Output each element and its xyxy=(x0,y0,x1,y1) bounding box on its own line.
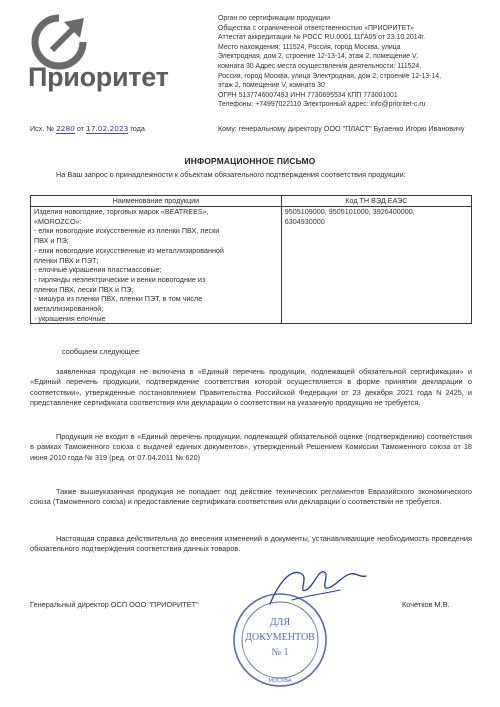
outgoing-prefix: Исх. № xyxy=(30,124,55,133)
product-line: «MOROZCO»: xyxy=(34,216,82,226)
product-line: Изделия новогодние, торговых марок «BEATREES», xyxy=(34,207,209,216)
product-line: - мишура из пленки ПВХ, пленки ПЭТ, в том числе xyxy=(34,294,203,304)
outgoing-number-value: 2280 xyxy=(56,124,75,133)
paragraph-customs-union-text: Продукция не входит в «Единый перечень продукции, подлежащей обязательной оценке (подтверждению) соответствия в рамках Таможенного союза с выдачей единых документов», утвержденный Решением Комиссии Таможенного союза от 18 июня 2010 года № 319 (ред. от 07.04.2011 № 620) xyxy=(30,432,472,462)
org-line: комната 30 Адрес места осуществления деятельности: 111524, xyxy=(218,62,422,70)
outgoing-suffix: года xyxy=(130,124,145,133)
org-line: Аттестат аккредитации № РОСС RU.0001.11ГА05 от 23.10.2014г. xyxy=(218,34,426,42)
product-line: пленки ПВХ и ПЭТ; xyxy=(34,255,99,265)
addressee: Кому: генеральному директору ООО "ПЛАСТ" Бугаенко Игорю Ивановичу xyxy=(218,124,465,133)
table-header-row xyxy=(31,196,472,207)
org-line: Общества с ограниченной ответственностью «ПРИОРИТЕТ» xyxy=(218,24,414,32)
org-line: Россия, город Москва, улица Электродная, дом 2, строение 12-13-14, xyxy=(218,72,441,80)
product-line: пленки ПВХ, лески ПВХ и ПЭ; xyxy=(34,284,134,294)
paragraph-technical-regulations-text: Также вышеуказанная продукция не попадает под действие технических регламентов Евразийского экономического союза (Таможенного союза) и предоставление сертификата соответствия или декларации о соответствии не требуется. xyxy=(30,487,472,507)
hs-code-line: 6304930000 xyxy=(284,216,325,226)
product-line: - елочные украшения пластмассовые; xyxy=(34,265,162,275)
stamp-line-3: № 1 xyxy=(271,647,289,658)
stamp-seal-icon xyxy=(230,590,330,690)
intro-paragraph xyxy=(30,170,472,180)
org-line: ОГРН 5137746007493 ИНН 7730695534 КПП 773001001 xyxy=(218,91,398,99)
product-line: ПВХ и ПЭ; xyxy=(34,236,69,246)
outgoing-date: 17.02.2023 xyxy=(86,124,129,133)
stamp-line-2: ДОКУМЕНТОВ xyxy=(245,632,315,643)
paragraph-validity-text: Настоящая справка действительна до внесения изменений в документы, устанавливающие необходимость проведения обязательного подтверждения соответствия данных товаров. xyxy=(30,534,472,554)
header-product-name: Наименование продукции xyxy=(31,196,282,207)
org-line: Электродная, дом 2, строение 12-13-14, этаж 2, помещение V, xyxy=(218,53,418,61)
intro-text: На Ваш запрос о принадлежности к объектам обязательного подтверждения соответствия продукции: xyxy=(56,170,406,179)
organization-header xyxy=(218,14,490,110)
outgoing-from: от xyxy=(76,124,85,133)
product-list-cell xyxy=(31,207,282,324)
reported-line: сообщаем следующее: xyxy=(62,347,141,356)
org-line: этаж 2, помещение V, комната 30 xyxy=(218,82,325,90)
product-line: - украшения елочные xyxy=(34,313,106,323)
paragraph-technical-regulations xyxy=(30,487,472,508)
org-line: Орган по сертификации продукции xyxy=(218,15,330,22)
product-line: - гирлянды неэлектрические и венки новогодние из xyxy=(34,274,206,284)
letter-title: ИНФОРМАЦИОННОЕ ПИСЬМО xyxy=(184,156,316,166)
header-hs-code: Код ТН ВЭД ЕАЭС xyxy=(281,196,471,207)
stamp-ring-text: МОСКВА xyxy=(268,678,292,684)
paragraph-validity xyxy=(30,534,472,555)
table-row xyxy=(31,207,472,324)
paragraph-not-included-text: заявленная продукция не включена в «Единый перечень продукции, подлежащей обязательной сертификации» и «Единый перечень продукции, подтверждение соответствия которой осуществляется в форме принятия декларации о соответствии», утвержденные постановлением Правительства Российской Федерации от 23 декабря 2021 года N 2425, и представление сертификата соответствия или декларации о соответствии на указанную продукцию не требуется. xyxy=(30,367,472,408)
hs-code-cell xyxy=(281,207,471,324)
org-line: Место нахождения: 111524, Россия, город Москва, улица xyxy=(218,43,401,51)
signatory-title: Генеральный директор ОСП ООО "ПРИОРИТЕТ" xyxy=(30,600,199,609)
org-line: Телефоны: +74997022110 Электронный адрес: info@prioritet-c.ru xyxy=(218,101,426,109)
stamp-line-1: ДЛЯ xyxy=(269,617,291,628)
paragraph-customs-union xyxy=(30,432,472,463)
outgoing-number xyxy=(30,124,145,133)
product-line: - елки новогодние искусственные из металлизированной xyxy=(34,245,224,255)
hs-code-line: 9505109000, 9505101000, 3926400000, xyxy=(284,207,415,216)
signatory-name: Кочетков М.В. xyxy=(402,600,450,609)
paragraph-not-included xyxy=(30,367,472,409)
product-line: металлизированной; xyxy=(34,304,104,314)
products-table xyxy=(30,195,472,324)
logo-wordmark: Приоритет xyxy=(28,62,169,92)
product-line: - елки новогодние искусственные из пленки ПВХ, лески xyxy=(34,226,220,236)
